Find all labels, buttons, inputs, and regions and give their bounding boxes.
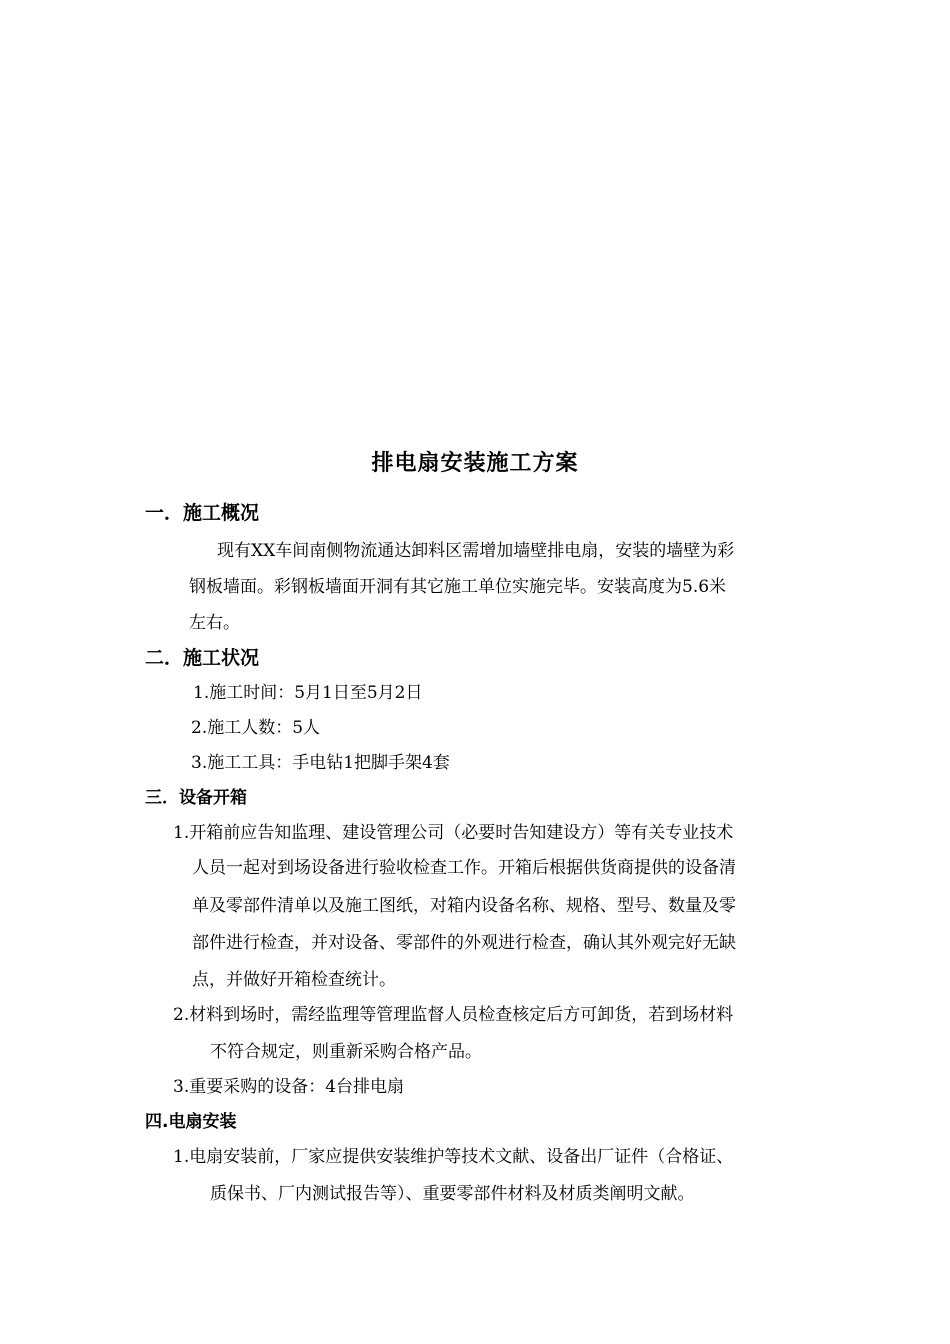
paragraph-line: 质保书、厂内测试报告等）、重要零部件材料及材质类阐明文献。 bbox=[210, 1184, 695, 1204]
section-heading-overview: 一．施工概况 bbox=[145, 502, 260, 524]
paragraph-line: 人员一起对到场设备进行验收检查工作。开箱后根据供货商提供的设备清 bbox=[192, 858, 736, 878]
list-item: 2.材料到场时，需经监理等管理监督人员检查核定后方可卸货，若到场材料 bbox=[173, 1005, 734, 1025]
paragraph-line: 钢板墙面。彩钢板墙面开洞有其它施工单位实施完毕。安装高度为5.6米 bbox=[189, 577, 727, 597]
paragraph-line: 现有XX车间南侧物流通达卸料区需增加墙壁排电扇，安装的墙壁为彩 bbox=[217, 541, 735, 561]
section-heading-unboxing: 三．设备开箱 bbox=[145, 788, 247, 808]
list-item: 1.开箱前应告知监理、建设管理公司（必要时告知建设方）等有关专业技术 bbox=[173, 823, 734, 843]
paragraph-line: 单及零部件清单以及施工图纸，对箱内设备名称、规格、型号、数量及零 bbox=[192, 896, 736, 916]
paragraph-line: 部件进行检查，并对设备、零部件的外观进行检查，确认其外观完好无缺 bbox=[192, 933, 736, 953]
document-title: 排电扇安装施工方案 bbox=[371, 451, 579, 476]
paragraph-line: 点，并做好开箱检查统计。 bbox=[192, 970, 396, 990]
section-heading-status: 二．施工状况 bbox=[145, 647, 260, 669]
paragraph-line: 左右。 bbox=[189, 613, 240, 633]
paragraph-line: 不符合规定，则重新采购合格产品。 bbox=[210, 1042, 482, 1062]
list-item: 1.电扇安装前，厂家应提供安装维护等技术文献、设备出厂证件（合格证、 bbox=[173, 1147, 734, 1167]
section-heading-fan-install: 四.电扇安装 bbox=[145, 1112, 237, 1132]
list-item: 3.重要采购的设备：4台排电扇 bbox=[173, 1077, 405, 1097]
list-item: 3.施工工具：手电钻1把脚手架4套 bbox=[191, 753, 450, 773]
list-item: 1.施工时间：5月1日至5月2日 bbox=[193, 683, 423, 703]
list-item: 2.施工人数：5人 bbox=[191, 718, 321, 738]
